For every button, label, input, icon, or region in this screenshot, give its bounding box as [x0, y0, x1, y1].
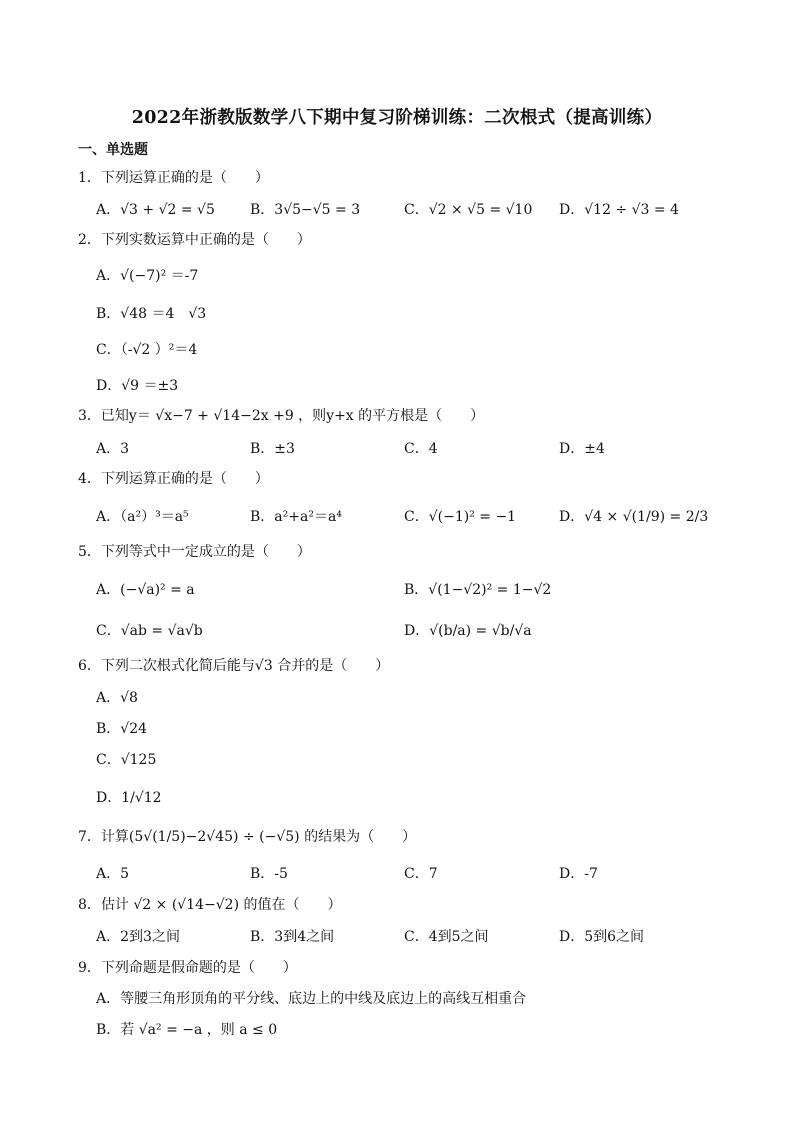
q8-option-c: C．4到5之间 [404, 929, 489, 945]
question-number: 7． [78, 829, 101, 845]
section-heading: 一、单选题 [78, 142, 148, 158]
question-8 [78, 894, 342, 914]
question-6 [78, 655, 389, 675]
q7-option-b: B．-5 [250, 866, 288, 882]
question-stem: 计算(5√(1/5)−2√45) ÷ (−√5) 的结果为（ ） [100, 829, 417, 845]
question-number: 3． [78, 408, 101, 424]
q5-option-a: A．(−√a)² = a [96, 582, 195, 598]
question-number: 8． [78, 897, 101, 913]
question-stem: 下列实数运算中正确的是（ ） [100, 232, 311, 248]
q8-option-b: B．3到4之间 [250, 929, 335, 945]
question-5 [78, 541, 311, 561]
q1-option-a: A．√3 + √2 = √5 [96, 202, 215, 218]
q5-option-d: D．√(b/a) = √b/√a [404, 623, 532, 639]
q6-option-b: B．√24 [96, 721, 148, 737]
q4-option-d: D．√4 × √(1/9) = 2/3 [559, 509, 709, 525]
question-9 [78, 957, 297, 977]
question-number: 2． [78, 232, 101, 248]
q8-option-a: A．2到3之间 [96, 929, 180, 945]
question-7 [78, 826, 416, 846]
question-number: 6． [78, 658, 101, 674]
question-2 [78, 229, 311, 249]
q9-option-a: A．等腰三角形顶角的平分线、底边上的中线及底边上的高线互相重合 [96, 991, 527, 1007]
question-number: 1． [78, 170, 101, 186]
q4-option-b: B．a²+a²＝a⁴ [250, 509, 342, 525]
question-stem: 已知y＝ √x−7 + √14−2x +9 ，则y+x 的平方根是（ ） [100, 408, 485, 424]
question-stem: 下列命题是假命题的是（ ） [100, 960, 297, 976]
page-title: 2022年浙教版数学八下期中复习阶梯训练：二次根式（提高训练） [131, 108, 663, 128]
q4-option-a: A．（a²）³＝a⁵ [96, 509, 189, 525]
question-4 [78, 468, 269, 488]
q3-option-a: A．3 [96, 441, 130, 457]
q2-option-b: B．√48 ＝4 √3 [96, 306, 207, 322]
question-stem: 下列等式中一定成立的是（ ） [100, 544, 311, 560]
q6-option-d: D．1/√12 [96, 790, 162, 806]
q9-option-b: B．若 √a² = −a ，则 a ≤ 0 [96, 1022, 278, 1038]
q3-option-c: C．4 [404, 441, 438, 457]
q4-option-c: C．√(−1)² = −1 [404, 509, 517, 525]
q2-option-d: D．√9 ＝±3 [96, 378, 179, 394]
question-stem: 估计 √2 × (√14−√2) 的值在（ ） [100, 897, 342, 913]
q6-option-c: C．√125 [96, 752, 157, 768]
q5-option-b: B．√(1−√2)² = 1−√2 [404, 582, 552, 598]
q8-option-d: D．5到6之间 [559, 929, 645, 945]
q7-option-d: D．-7 [559, 866, 598, 882]
q2-option-a: A．√(−7)² ＝-7 [96, 268, 199, 284]
q1-option-d: D．√12 ÷ √3 = 4 [559, 202, 679, 218]
q1-option-c: C．√2 × √5 = √10 [404, 202, 533, 218]
question-number: 5． [78, 544, 101, 560]
question-stem: 下列运算正确的是（ ） [100, 170, 269, 186]
question-number: 4． [78, 471, 101, 487]
q7-option-c: C．7 [404, 866, 438, 882]
question-1 [78, 167, 269, 187]
question-3 [78, 405, 484, 425]
question-stem: 下列运算正确的是（ ） [100, 471, 269, 487]
q5-option-c: C．√ab = √a√b [96, 623, 203, 639]
q6-option-a: A．√8 [96, 690, 138, 706]
q2-option-c: C．（-√2 ）²＝4 [96, 342, 198, 358]
question-stem: 下列二次根式化简后能与√3 合并的是（ ） [100, 658, 390, 674]
q7-option-a: A．5 [96, 866, 130, 882]
q3-option-d: D．±4 [559, 441, 605, 457]
q1-option-b: B．3√5−√5 = 3 [250, 202, 361, 218]
q3-option-b: B．±3 [250, 441, 295, 457]
question-number: 9． [78, 960, 101, 976]
